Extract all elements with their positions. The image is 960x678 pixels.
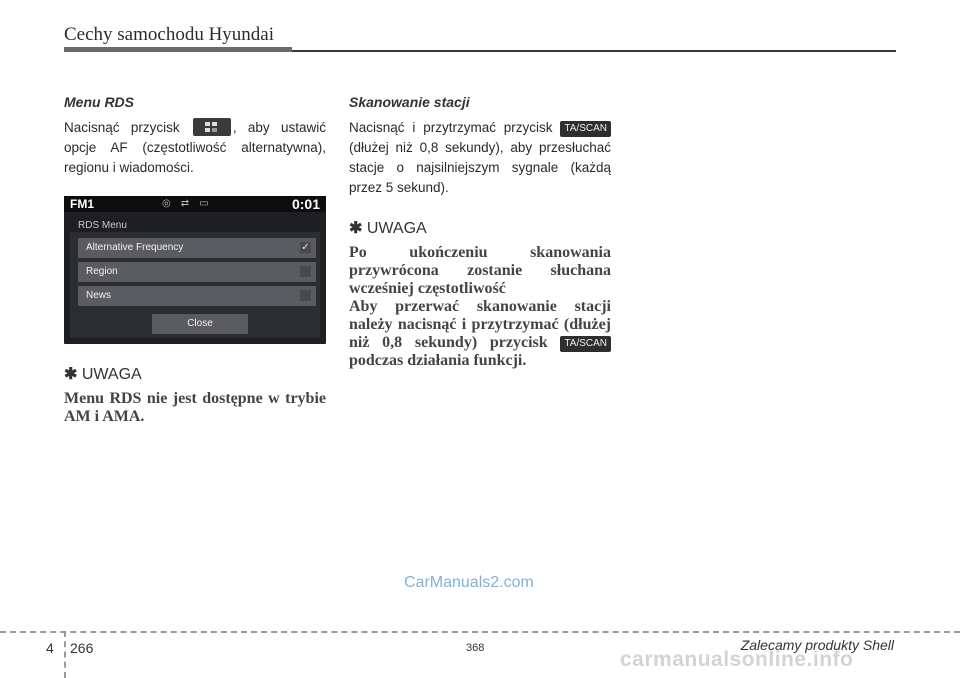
note-text-right-2-main: Aby przerwać skanowanie stacji należy nacisnąć i przytrzymać (dłużej niż 0,8 sekundy) przycisk bbox=[349, 298, 611, 351]
scan-text-after-tag: (dłużej niż 0,8 sekundy), aby przesłuchać stacje o najsilniejszym sygnale (każdą przez 5 sekund). bbox=[349, 140, 611, 195]
screen-row-label: News bbox=[86, 290, 112, 301]
right-column bbox=[349, 94, 611, 370]
rds-text-before-button: Nacisnąć przycisk bbox=[64, 120, 180, 135]
screen-status-icons: ◎⇄▭ bbox=[162, 198, 219, 209]
footer-page-number: 266 bbox=[70, 640, 94, 656]
note-title: UWAGA bbox=[366, 220, 427, 237]
footer-vertical-divider bbox=[64, 631, 66, 678]
screen-time: 0:01 bbox=[291, 196, 320, 212]
note-heading-right bbox=[349, 218, 611, 238]
screen-row-region[interactable] bbox=[78, 262, 316, 282]
checkbox-checked-icon: ✓ bbox=[301, 242, 310, 253]
screen-row-label: Region bbox=[86, 266, 118, 277]
ta-scan-button-label: TA/SCAN bbox=[560, 121, 611, 137]
screen-band: FM1 bbox=[70, 197, 94, 211]
footer-divider bbox=[0, 631, 960, 633]
screen-row-alternative-frequency[interactable] bbox=[78, 238, 316, 258]
footer-chapter-number: 4 bbox=[46, 640, 54, 656]
section-title-rds-menu: Menu RDS bbox=[64, 94, 134, 110]
rds-button-icon bbox=[193, 118, 231, 136]
rds-menu-screenshot bbox=[64, 196, 326, 344]
note-text-right-2-end: podczas działania funkcji. bbox=[349, 352, 527, 369]
note-title: UWAGA bbox=[81, 366, 142, 383]
header-rule-thin bbox=[292, 50, 896, 52]
note-star-icon: ✱ bbox=[64, 366, 78, 383]
header-rule-thick bbox=[64, 47, 292, 52]
screen-row-label: Alternative Frequency bbox=[86, 242, 184, 253]
checkbox-unchecked-icon bbox=[300, 266, 311, 277]
screen-status-bar bbox=[64, 196, 326, 212]
screen-close-button[interactable]: Close bbox=[152, 314, 248, 334]
rds-menu-instructions bbox=[64, 118, 326, 178]
screen-menu-panel bbox=[70, 232, 320, 338]
site-watermark: carmanualsonline.info bbox=[620, 648, 854, 671]
ta-scan-button-label: TA/SCAN bbox=[560, 336, 611, 352]
scan-text-before-tag: Nacisnąć i przytrzymać przycisk bbox=[349, 120, 553, 135]
note-star-icon: ✱ bbox=[349, 220, 363, 237]
footer-slogan: Zalecamy produkty Shell bbox=[740, 637, 894, 653]
screen-menu-title: RDS Menu bbox=[78, 220, 127, 231]
checkbox-unchecked-icon bbox=[300, 290, 311, 301]
watermark-link[interactable]: CarManuals2.com bbox=[404, 574, 534, 591]
note-heading-left bbox=[64, 364, 326, 384]
page-header-title: Cechy samochodu Hyundai bbox=[64, 24, 275, 45]
note-text-right-2 bbox=[349, 298, 611, 370]
footer-center-page: 368 bbox=[466, 642, 485, 654]
note-text-left: Menu RDS nie jest dostępne w trybie AM i AMA. bbox=[64, 390, 326, 425]
screen-row-news[interactable] bbox=[78, 286, 316, 306]
left-column bbox=[64, 94, 326, 426]
rds-text-after-button: , aby ustawić opcje AF (częstotliwość alternatywna), regionu i wiadomości. bbox=[64, 120, 326, 175]
scan-instructions bbox=[349, 118, 611, 198]
note-text-right-1: Po ukończeniu skanowania przywrócona zostanie słuchana wcześniej częstotliwość bbox=[349, 244, 611, 297]
section-title-scan: Skanowanie stacji bbox=[349, 94, 470, 110]
